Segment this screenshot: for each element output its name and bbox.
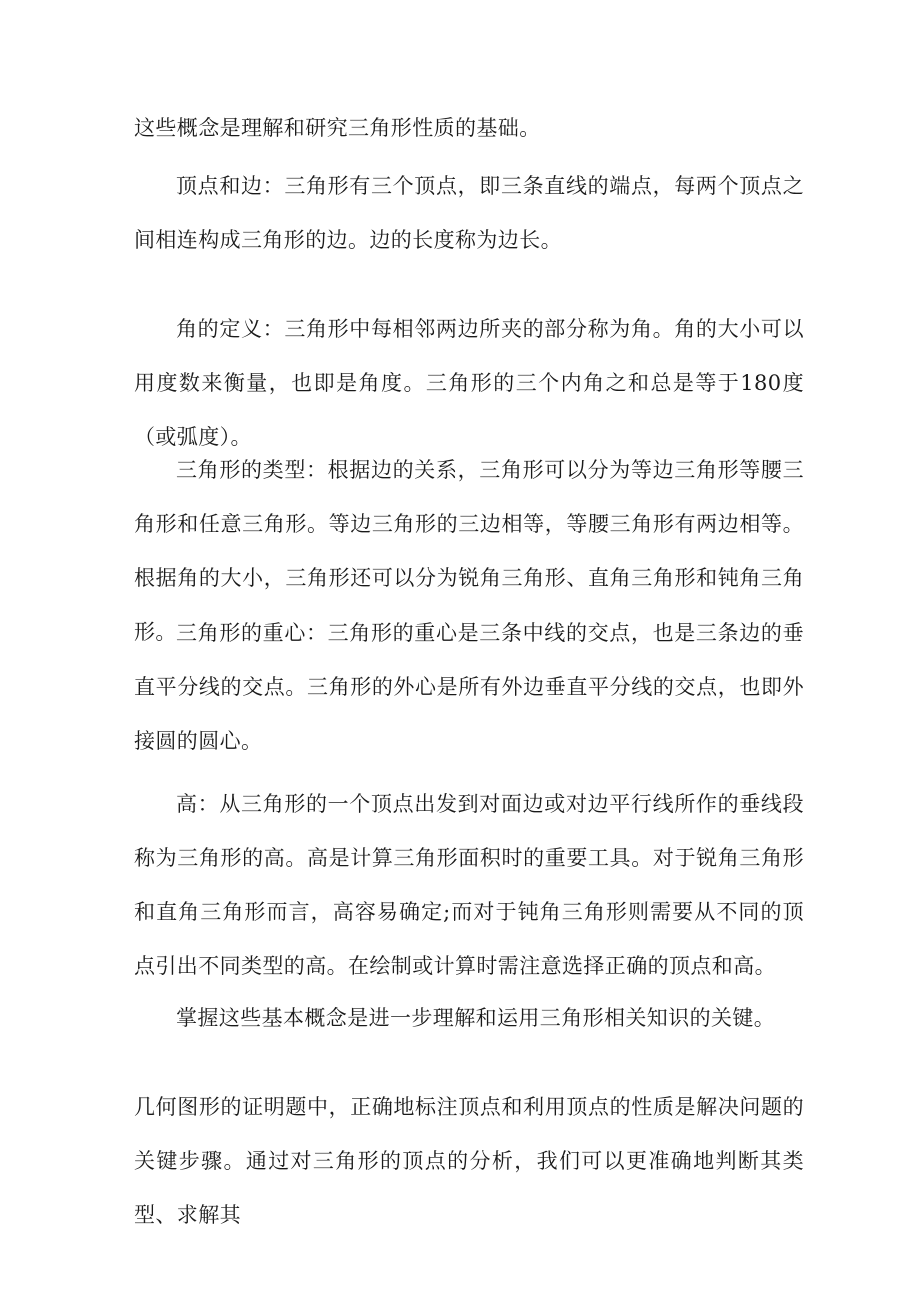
paragraph-altitude: 高：从三角形的一个顶点出发到对面边或对边平行线所作的垂线段称为三角形的高。高是计算三角形面积时的重要工具。对于锐角三角形和直角三角形而言，高容易确定;而对于钝角三角形则需要从不同的顶点引出不同类型的高。在绘制或计算时需注意选择正确的顶点和高。 xyxy=(134,792,804,978)
paragraph-key-concepts: 掌握这些基本概念是进一步理解和运用三角形相关知识的关键。 xyxy=(176,1006,776,1030)
paragraph-centroid: 三角形的重心：三角形的重心是三条中线的交点，也是三条边的垂直平分线的交点。三角形的外心是所有外边垂直平分线的交点，也即外接圆的圆心。 xyxy=(134,621,804,753)
paragraph-angle-definition: 角的定义：三角形中每相邻两边所夹的部分称为角。角的大小可以用度数来衡量，也即是角度。三角形的三个内角之和总是等于180度（或弧度）。 xyxy=(134,317,804,449)
paragraph-vertices-and-sides: 顶点和边：三角形有三个顶点，即三条直线的端点，每两个顶点之间相连构成三角形的边。边的长度称为边长。 xyxy=(134,174,804,252)
paragraph-intro-continuation: 这些概念是理解和研究三角形性质的基础。 xyxy=(134,116,541,140)
paragraph-geometry-proofs: 几何图形的证明题中，正确地标注顶点和利用顶点的性质是解决问题的关键步骤。通过对三角形的顶点的分析，我们可以更准确地判断其类型、求解其 xyxy=(134,1095,804,1227)
paragraph-triangle-types: 三角形的类型：根据边的关系，三角形可以分为等边三角形等腰三角形和任意三角形。等边三角形的三边相等，等腰三角形有两边相等。根据角的大小，三角形还可以分为锐角三角形、直角三角形和钝角三角形。 xyxy=(134,458,804,644)
